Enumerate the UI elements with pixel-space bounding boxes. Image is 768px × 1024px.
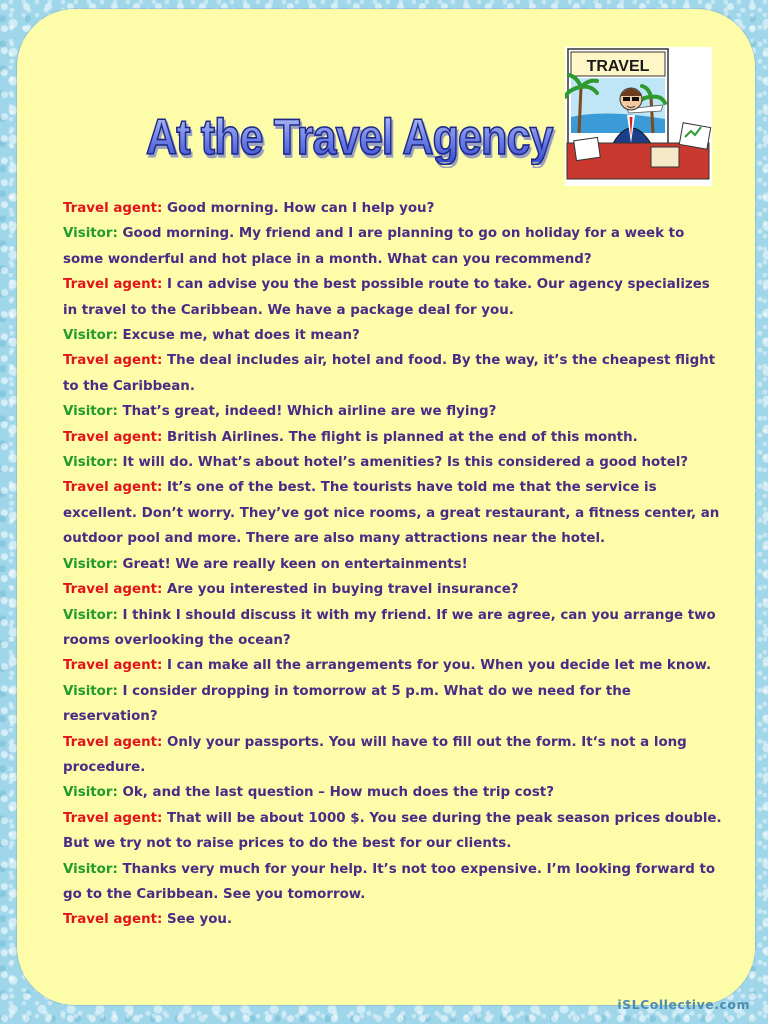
dialogue-text <box>63 196 723 933</box>
speaker-label-visitor: Visitor: <box>63 785 118 801</box>
dialogue-speech: Ok, and the last question – How much does the trip cost? <box>117 785 554 801</box>
speaker-label-agent: Travel agent: <box>63 658 163 674</box>
speaker-label-visitor: Visitor: <box>63 683 118 699</box>
dialogue-line <box>63 806 723 857</box>
speaker-label-visitor: Visitor: <box>63 861 118 877</box>
speaker-label-agent: Travel agent: <box>63 429 163 445</box>
dialogue-line <box>63 425 723 450</box>
dialogue-line <box>63 348 723 399</box>
dialogue-line <box>63 603 723 654</box>
dialogue-line <box>63 577 723 602</box>
speaker-label-visitor: Visitor: <box>63 404 118 420</box>
speaker-label-agent: Travel agent: <box>63 582 163 598</box>
dialogue-speech: It’s one of the best. The tourists have told me that the service is excellent. Don’t worry. They’ve got nice rooms, a great restaurant, a fitness center, an outdoor pool and more. There are also many attractions near the hotel. <box>63 480 720 547</box>
dialogue-speech: Are you interested in buying travel insurance? <box>162 582 519 598</box>
watermark-text: iSLCollective.com <box>617 997 750 1012</box>
dialogue-line <box>63 907 723 932</box>
dialogue-line <box>63 475 723 551</box>
dialogue-speech: I consider dropping in tomorrow at 5 p.m. What do we need for the reservation? <box>63 683 631 725</box>
dialogue-speech: British Airlines. The flight is planned at the end of this month. <box>162 429 638 445</box>
dialogue-speech: See you. <box>162 912 233 928</box>
dialogue-speech: I can make all the arrangements for you. When you decide let me know. <box>162 658 712 674</box>
dialogue-line <box>63 323 723 348</box>
dialogue-line <box>63 857 723 908</box>
dialogue-speech: It will do. What’s about hotel’s amenities? Is this considered a good hotel? <box>117 455 689 471</box>
dialogue-line <box>63 399 723 424</box>
speaker-label-visitor: Visitor: <box>63 226 118 242</box>
dialogue-speech: That’s great, indeed! Which airline are we flying? <box>117 404 497 420</box>
speaker-label-visitor: Visitor: <box>63 556 118 572</box>
dialogue-speech: Great! We are really keen on entertainments! <box>117 556 468 572</box>
poster-sign-text: TRAVEL <box>586 58 650 75</box>
speaker-label-agent: Travel agent: <box>63 201 163 216</box>
dialogue-line <box>63 780 723 805</box>
dialogue-line <box>63 272 723 323</box>
dialogue-line <box>63 552 723 577</box>
travel-poster-illustration <box>565 47 712 186</box>
dialogue-line <box>63 196 723 221</box>
speaker-label-agent: Travel agent: <box>63 277 163 293</box>
dialogue-speech: That will be about 1000 $. You see during the peak season prices double. But we try not to raise prices to do the best for our clients. <box>63 810 722 852</box>
dialogue-speech: Good morning. How can I help you? <box>162 201 435 216</box>
dialogue-speech: The deal includes air, hotel and food. By the way, it’s the cheapest flight to the Caribbean. <box>63 353 716 394</box>
dialogue-speech: Only your passports. You will have to fill out the form. It‘s not a long procedure. <box>63 734 687 775</box>
speaker-label-agent: Travel agent: <box>63 912 163 928</box>
speaker-label-agent: Travel agent: <box>63 353 163 369</box>
speaker-label-visitor: Visitor: <box>63 328 118 344</box>
speaker-label-agent: Travel agent: <box>63 480 163 496</box>
dialogue-line <box>63 653 723 678</box>
dialogue-line <box>63 221 723 272</box>
dialogue-speech: Excuse me, what does it mean? <box>117 328 360 344</box>
speaker-label-agent: Travel agent: <box>63 810 163 826</box>
dialogue-line <box>63 730 723 781</box>
speaker-label-agent: Travel agent: <box>63 734 163 750</box>
dialogue-line <box>63 450 723 475</box>
dialogue-speech: I think I should discuss it with my friend. If we are agree, can you arrange two rooms overlooking the ocean? <box>63 607 716 648</box>
dialogue-speech: Thanks very much for your help. It’s not too expensive. I’m looking forward to go to the Caribbean. See you tomorrow. <box>63 861 716 902</box>
dialogue-line <box>63 679 723 730</box>
speaker-label-visitor: Visitor: <box>63 607 118 623</box>
page-title: At the Travel Agency <box>146 109 553 165</box>
dialogue-speech: Good morning. My friend and I are planning to go on holiday for a week to some wonderful and hot place in a month. What can you recommend? <box>63 226 685 267</box>
speaker-label-visitor: Visitor: <box>63 455 118 471</box>
dialogue-speech: I can advise you the best possible route to take. Our agency specializes in travel to the Caribbean. We have a package deal for you. <box>63 277 710 318</box>
